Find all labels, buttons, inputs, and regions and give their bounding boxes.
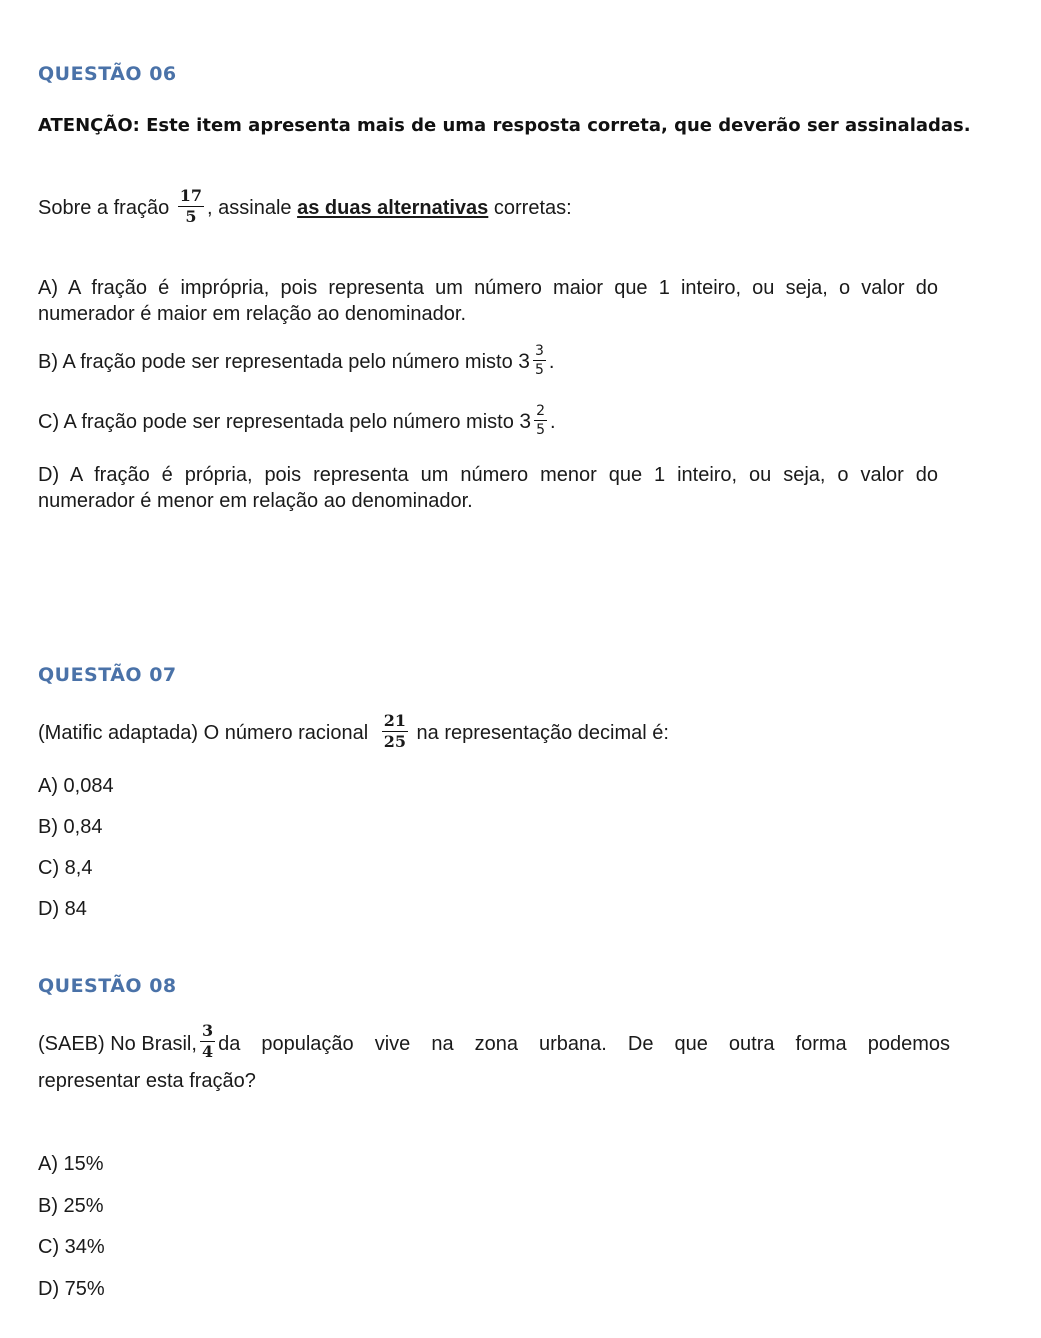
question-07-option-d: D) 84	[38, 898, 87, 920]
question-07-option-c: C) 8,4	[38, 857, 93, 879]
question-08-title: QUESTÃO 08	[38, 975, 177, 997]
fraction-numerator: 2	[536, 403, 545, 419]
fraction-17-5	[178, 188, 204, 225]
stem-text-after: na representação decimal é:	[416, 721, 669, 744]
mixed-fraction-3-5	[533, 344, 546, 377]
fraction-denominator: 5	[534, 362, 544, 378]
question-06-option-d-line2: numerador é menor em relação ao denominador.	[38, 490, 473, 512]
question-08-stem-line2: representar esta fração?	[38, 1070, 256, 1092]
mixed-fraction-2-5	[534, 404, 547, 437]
stem-underlined-text: as duas alternativas	[297, 196, 489, 219]
question-06-option-a-line2: numerador é maior em relação ao denominador.	[38, 303, 467, 325]
question-08-option-a: A) 15%	[38, 1153, 104, 1175]
question-06-title: QUESTÃO 06	[38, 63, 177, 85]
option-b-text: B) A fração pode ser representada pelo número misto	[38, 350, 513, 373]
fraction-21-25	[382, 713, 408, 750]
stem-text-before: Sobre a fração	[38, 196, 170, 219]
fraction-numerator: 21	[383, 711, 406, 730]
question-08-option-b: B) 25%	[38, 1195, 104, 1217]
question-06-option-c	[38, 403, 556, 439]
option-c-end: .	[550, 410, 556, 433]
fraction-3-4	[200, 1023, 215, 1060]
option-c-text: C) A fração pode ser representada pelo número misto	[38, 410, 514, 433]
fraction-denominator: 5	[185, 207, 197, 226]
question-06-option-b	[38, 343, 555, 379]
stem-text-before: (SAEB) No Brasil,	[38, 1032, 197, 1055]
mixed-number-whole: 3	[519, 409, 532, 433]
question-06-option-d-line1: D) A fração é própria, pois representa um número menor que 1 inteiro, ou seja, o valor do	[38, 464, 938, 486]
question-07-title: QUESTÃO 07	[38, 664, 177, 686]
stem-text-after: da população vive na zona urbana. De que outra forma podemos	[218, 1032, 950, 1055]
mixed-number-whole: 3	[518, 349, 530, 373]
option-b-end: .	[548, 350, 555, 373]
question-08-option-d: D) 75%	[38, 1278, 105, 1300]
fraction-denominator: 5	[536, 422, 545, 438]
stem-text-after: corretas:	[493, 196, 572, 219]
fraction-numerator: 17	[179, 186, 203, 205]
fraction-denominator: 25	[383, 732, 406, 751]
fraction-denominator: 4	[201, 1042, 214, 1061]
stem-text-middle: , assinale	[207, 196, 292, 219]
question-08-option-c: C) 34%	[38, 1236, 105, 1258]
stem-text-before: (Matific adaptada) O número racional	[38, 721, 369, 744]
question-07-option-b: B) 0,84	[38, 816, 103, 838]
question-06-option-a-line1: A) A fração é imprópria, pois representa um número maior que 1 inteiro, ou seja, o valor do	[38, 277, 938, 299]
attention-notice: ATENÇÃO: Este item apresenta mais de uma resposta correta, que deverão ser assinaladas.	[38, 115, 971, 136]
fraction-numerator: 3	[534, 343, 544, 359]
question-08-stem-line1	[38, 1021, 950, 1062]
question-06-stem	[38, 186, 572, 227]
question-07-stem	[38, 711, 669, 752]
fraction-numerator: 3	[201, 1021, 214, 1040]
question-07-option-a: A) 0,084	[38, 775, 114, 797]
